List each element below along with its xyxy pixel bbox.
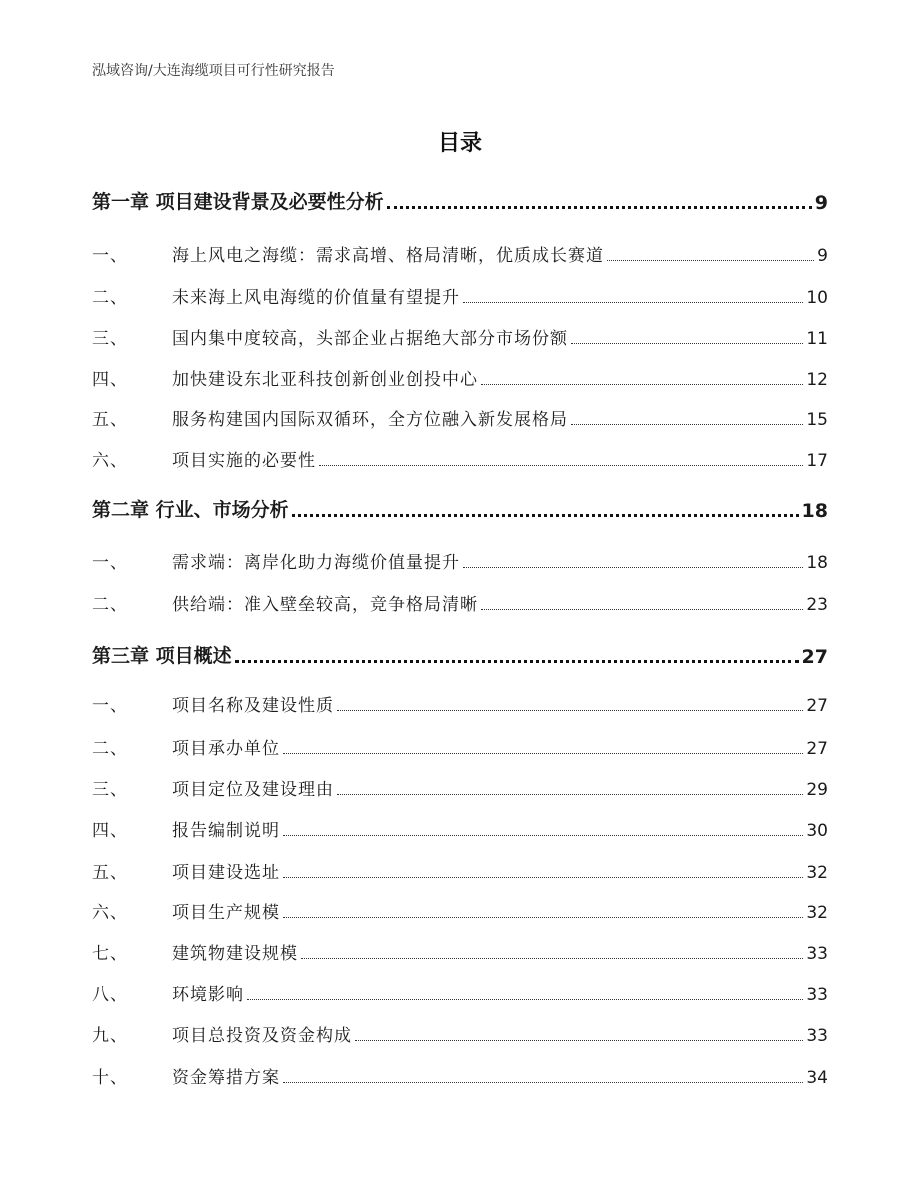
toc-dot-leader (463, 302, 803, 303)
toc-entry-number: 四、 (92, 821, 128, 841)
toc-page-number: 30 (806, 821, 828, 841)
toc-entry-text: 项目建设背景及必要性分析 (155, 191, 384, 213)
toc-entry-gap (149, 645, 156, 667)
toc-page-number: 18 (801, 500, 828, 522)
toc-dot-leader (355, 1040, 803, 1041)
toc-section-row[interactable] (92, 731, 828, 759)
toc-entry-number: 一、 (92, 246, 128, 266)
toc-dot-leader (292, 514, 799, 517)
toc-dot-leader (607, 260, 814, 261)
toc-entry-number: 三、 (92, 780, 128, 800)
toc-entry-label (92, 241, 604, 266)
toc-section-row[interactable] (92, 813, 828, 841)
toc-entry-text: 服务构建国内国际双循环，全方位融入新发展格局 (172, 410, 568, 430)
toc-entry-label (92, 691, 334, 716)
toc-section-row[interactable] (92, 545, 828, 573)
toc-entry-label (92, 590, 478, 615)
toc-entry-label (92, 187, 384, 214)
toc-entry-label (92, 939, 298, 964)
toc-entry-number: 十、 (92, 1068, 128, 1088)
toc-section-row[interactable] (92, 895, 828, 923)
toc-entry-text: 国内集中度较高，头部企业占据绝大部分市场份额 (172, 329, 568, 349)
toc-entry-number: 四、 (92, 370, 128, 390)
toc-page-number: 27 (806, 739, 828, 759)
toc-entry-label (92, 816, 280, 841)
toc-entry-text: 项目生产规模 (172, 903, 280, 923)
toc-entry-number: 五、 (92, 863, 128, 883)
toc-chapter-row[interactable] (92, 640, 828, 668)
toc-section-row[interactable] (92, 280, 828, 308)
toc-entry-text: 项目定位及建设理由 (172, 780, 334, 800)
toc-page-number: 27 (801, 646, 828, 668)
toc-entry-number: 二、 (92, 739, 128, 759)
toc-chapter-row[interactable] (92, 186, 828, 214)
toc-dot-leader (247, 999, 803, 1000)
toc-page-number: 17 (806, 451, 828, 471)
toc-dot-leader (283, 835, 803, 836)
toc-page-number: 33 (806, 1026, 828, 1046)
toc-dot-leader (337, 794, 803, 795)
toc-section-row[interactable] (92, 1018, 828, 1046)
toc-entry-label (92, 446, 316, 471)
toc-entry-number: 七、 (92, 944, 128, 964)
toc-entry-number: 第三章 (92, 645, 150, 667)
toc-section-row[interactable] (92, 402, 828, 430)
toc-entry-text: 报告编制说明 (172, 821, 280, 841)
toc-entry-label (92, 548, 460, 573)
toc-entry-gap (149, 499, 156, 521)
toc-entry-number: 五、 (92, 410, 128, 430)
toc-entry-label (92, 365, 478, 390)
toc-section-row[interactable] (92, 362, 828, 390)
toc-page-number: 29 (806, 780, 828, 800)
toc-section-row[interactable] (92, 688, 828, 716)
toc-page-number: 15 (806, 410, 828, 430)
toc-entry-number: 第二章 (92, 499, 150, 521)
toc-entry-number: 九、 (92, 1026, 128, 1046)
toc-entry-text: 需求端：离岸化助力海缆价值量提升 (172, 553, 460, 573)
toc-page-number: 34 (806, 1068, 828, 1088)
toc-section-row[interactable] (92, 321, 828, 349)
toc-section-row[interactable] (92, 587, 828, 615)
page-header: 泓域咨询/大连海缆项目可行性研究报告 (92, 63, 335, 79)
toc-entry-text: 项目实施的必要性 (172, 451, 316, 471)
toc-dot-leader (301, 958, 803, 959)
toc-entry-text: 行业、市场分析 (155, 499, 289, 521)
toc-entry-label (92, 1021, 352, 1046)
toc-entry-text: 项目建设选址 (172, 863, 280, 883)
toc-dot-leader (283, 917, 803, 918)
toc-dot-leader (571, 343, 803, 344)
toc-entry-text: 加快建设东北亚科技创新创业创投中心 (172, 370, 478, 390)
toc-dot-leader (283, 753, 803, 754)
toc-section-row[interactable] (92, 443, 828, 471)
toc-page-number: 12 (806, 370, 828, 390)
toc-dot-leader (481, 609, 803, 610)
toc-entry-text: 海上风电之海缆：需求高增、格局清晰，优质成长赛道 (172, 246, 604, 266)
toc-page-number: 33 (806, 985, 828, 1005)
toc-page-number: 23 (806, 595, 828, 615)
toc-page-number: 9 (814, 192, 828, 214)
toc-page-number: 32 (806, 903, 828, 923)
toc-dot-leader (463, 567, 803, 568)
toc-entry-text: 项目承办单位 (172, 739, 280, 759)
toc-dot-leader (481, 384, 803, 385)
toc-entry-text: 资金筹措方案 (172, 1068, 280, 1088)
toc-entry-label (92, 283, 460, 308)
toc-entry-text: 项目总投资及资金构成 (172, 1026, 352, 1046)
toc-page-number: 32 (806, 863, 828, 883)
toc-dot-leader (387, 206, 812, 209)
toc-entry-text: 环境影响 (172, 985, 244, 1005)
toc-page-number: 33 (806, 944, 828, 964)
toc-entry-text: 建筑物建设规模 (172, 944, 298, 964)
toc-entry-number: 一、 (92, 696, 128, 716)
toc-entry-label (92, 858, 280, 883)
toc-page-number: 27 (806, 696, 828, 716)
toc-entry-gap (149, 191, 156, 213)
toc-page-number: 10 (806, 288, 828, 308)
toc-entry-number: 六、 (92, 451, 128, 471)
toc-entry-label (92, 1063, 280, 1088)
toc-entry-label (92, 405, 568, 430)
toc-section-row[interactable] (92, 977, 828, 1005)
toc-section-row[interactable] (92, 855, 828, 883)
toc-dot-leader (319, 465, 803, 466)
toc-page-number: 18 (806, 553, 828, 573)
toc-entry-label (92, 324, 568, 349)
toc-entry-number: 一、 (92, 553, 128, 573)
toc-entry-number: 三、 (92, 329, 128, 349)
toc-section-row[interactable] (92, 772, 828, 800)
toc-dot-leader (283, 1082, 803, 1083)
toc-entry-label (92, 775, 334, 800)
toc-page-number: 9 (817, 246, 828, 266)
toc-entry-text: 项目概述 (155, 645, 232, 667)
toc-dot-leader (571, 424, 803, 425)
toc-entry-label (92, 898, 280, 923)
toc-page-number: 11 (806, 329, 828, 349)
toc-entry-label (92, 495, 289, 522)
toc-chapter-row[interactable] (92, 494, 828, 522)
toc-section-row[interactable] (92, 1060, 828, 1088)
toc-section-row[interactable] (92, 936, 828, 964)
toc-section-row[interactable] (92, 238, 828, 266)
toc-dot-leader (235, 660, 799, 663)
toc-entry-label (92, 980, 244, 1005)
toc-entry-number: 二、 (92, 288, 128, 308)
toc-entry-text: 供给端：准入壁垒较高，竞争格局清晰 (172, 595, 478, 615)
toc-entry-number: 二、 (92, 595, 128, 615)
toc-entry-number: 六、 (92, 903, 128, 923)
toc-entry-number: 八、 (92, 985, 128, 1005)
page-title: 目录 (437, 131, 482, 156)
toc-entry-text: 未来海上风电海缆的价值量有望提升 (172, 288, 460, 308)
toc-entry-number: 第一章 (92, 191, 150, 213)
toc-dot-leader (337, 710, 803, 711)
toc-entry-label (92, 641, 232, 668)
toc-entry-text: 项目名称及建设性质 (172, 696, 334, 716)
toc-dot-leader (283, 877, 803, 878)
toc-entry-label (92, 734, 280, 759)
